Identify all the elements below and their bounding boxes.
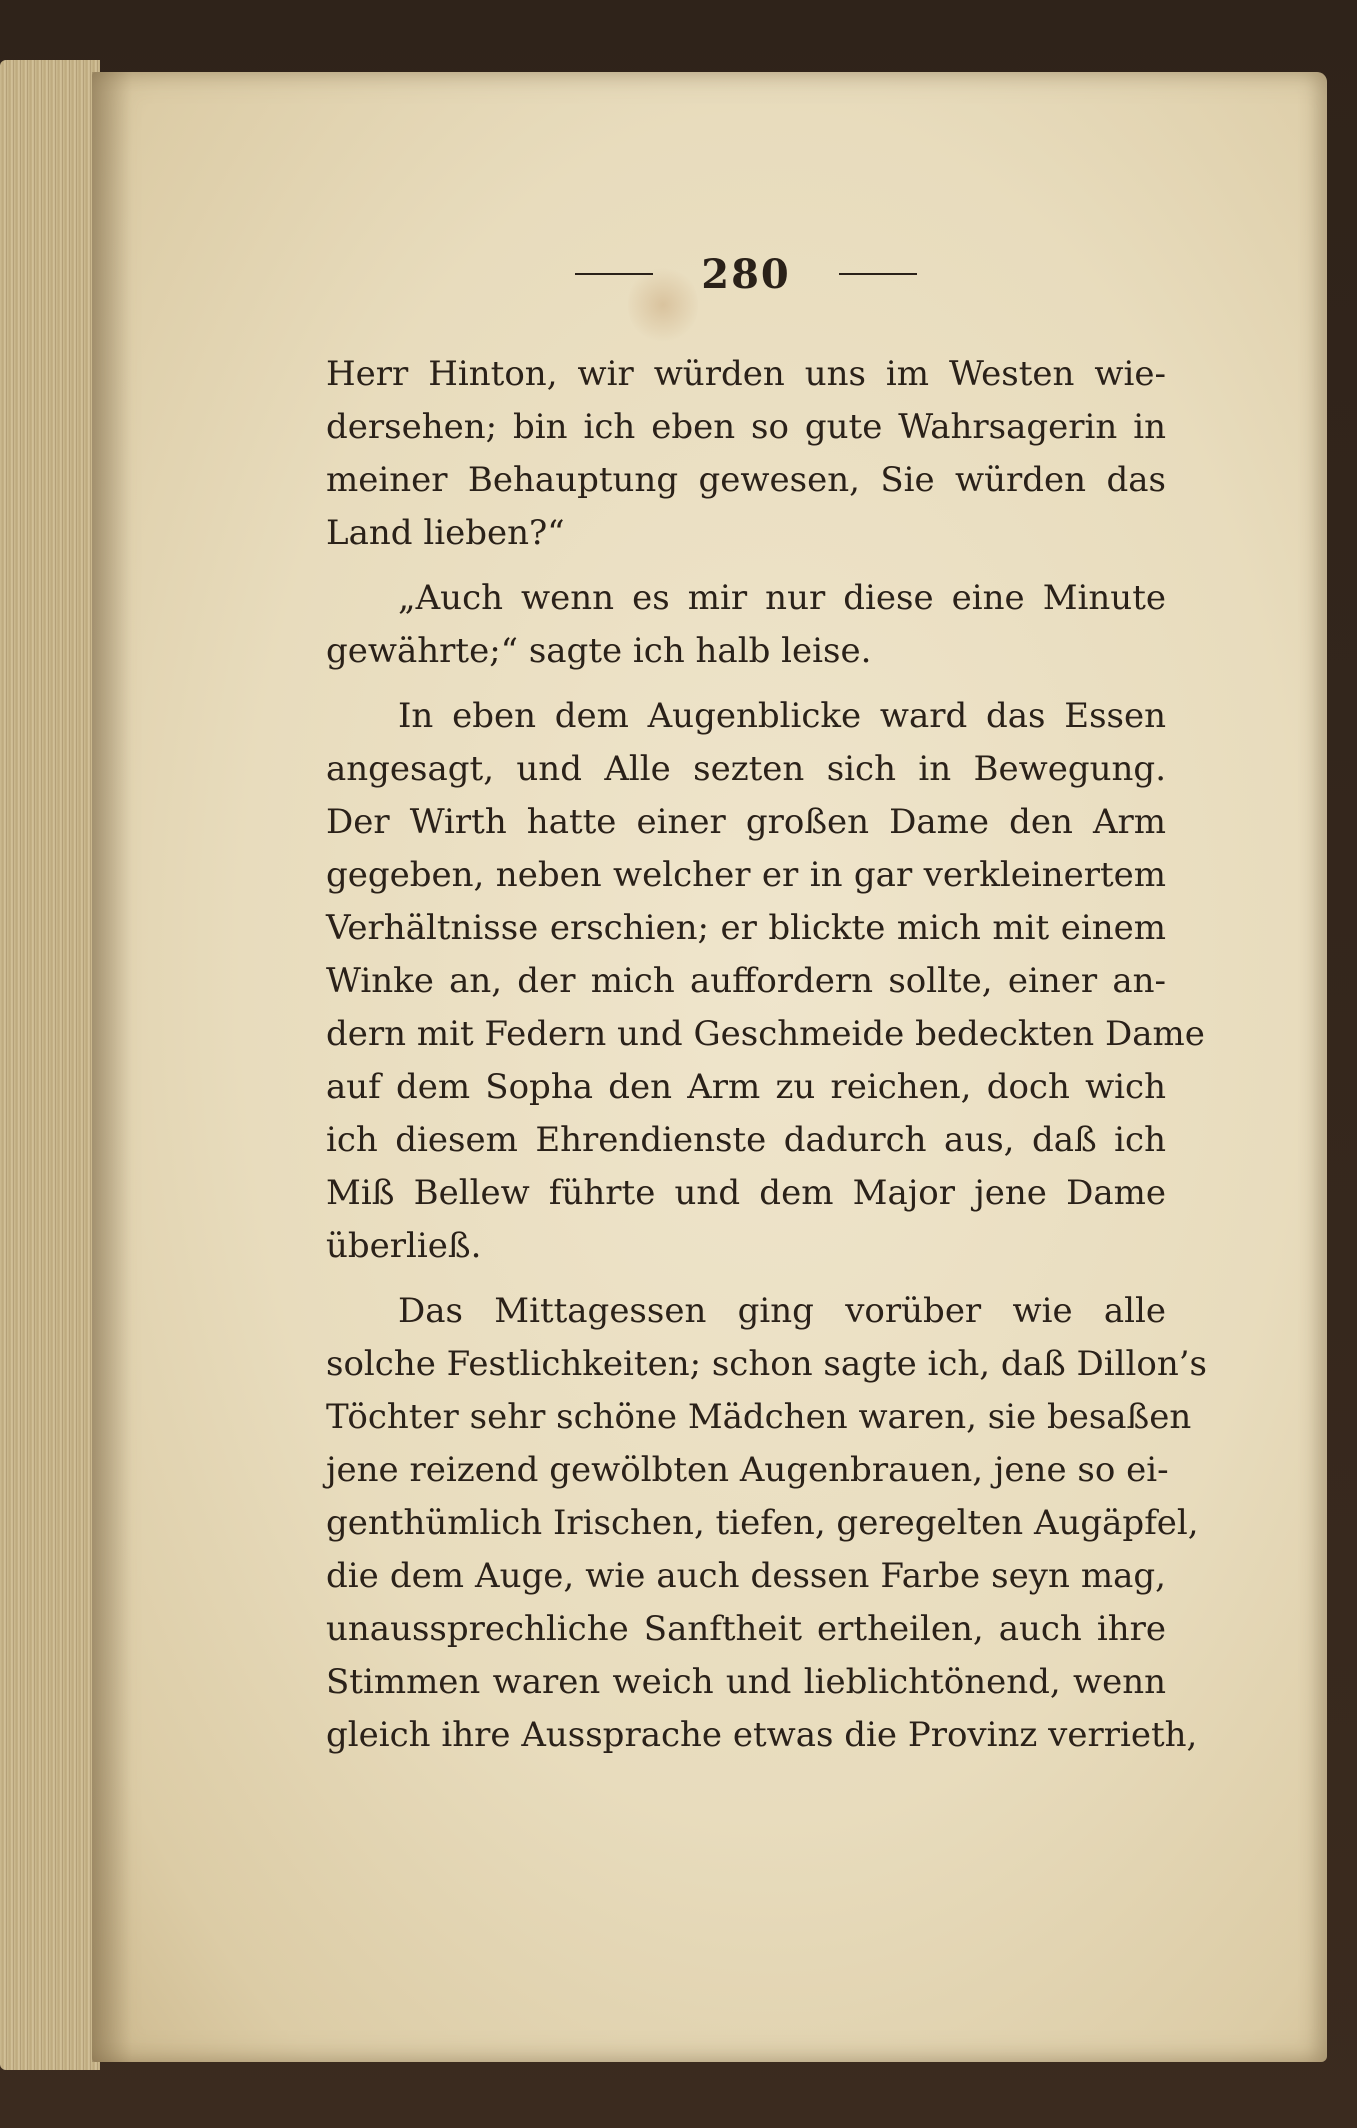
text-line: Stimmen waren weich und lieblichtönend, wenn (326, 1662, 1166, 1702)
text-line: solche Festlichkeiten; schon sagte ich, daß Dillon’s (326, 1344, 1207, 1384)
text-line: auf dem Sopha den Arm zu reichen, doch wich (326, 1067, 1166, 1107)
text-line: genthümlich Irischen, tiefen, geregelten Augäpfel, (326, 1503, 1199, 1543)
header-dash-left (575, 273, 653, 275)
text-line: Der Wirth hatte einer großen Dame den Arm (326, 802, 1166, 842)
text-line: In eben dem Augenblicke ward das Essen (398, 696, 1166, 736)
page-number: 280 (701, 250, 791, 298)
page-header (326, 244, 1166, 304)
text-line: ich diesem Ehrendienste dadurch aus, daß ich (326, 1120, 1166, 1160)
text-line: Herr Hinton, wir würden uns im Westen wie- (326, 354, 1166, 394)
text-line: überließ. (326, 1226, 482, 1266)
text-line: Töchter sehr schöne Mädchen waren, sie besaßen (326, 1397, 1192, 1437)
paragraph (326, 1285, 1207, 1762)
paragraph (326, 690, 1205, 1273)
text-line: jene reizend gewölbten Augenbrauen, jene so ei- (326, 1450, 1169, 1490)
paragraph (326, 572, 1166, 678)
text-line: unaussprechliche Sanftheit ertheilen, auch ihre (326, 1609, 1166, 1649)
body-text (326, 348, 1207, 1774)
text-line: dern mit Federn und Geschmeide bedeckten Dame (326, 1014, 1205, 1054)
book-block-edge (0, 60, 100, 2070)
text-line: dersehen; bin ich eben so gute Wahrsagerin in (326, 407, 1166, 447)
text-line: meiner Behauptung gewesen, Sie würden das (326, 460, 1166, 500)
text-line: Das Mittagessen ging vorüber wie alle (398, 1291, 1166, 1331)
text-line: Verhältnisse erschien; er blickte mich mit einem (326, 908, 1166, 948)
paragraph (326, 348, 1166, 560)
text-line: gegeben, neben welcher er in gar verkleinertem (326, 855, 1166, 895)
text-line: gewährte;“ sagte ich halb leise. (326, 631, 872, 671)
text-line: „Auch wenn es mir nur diese eine Minute (398, 578, 1166, 618)
text-line: Winke an, der mich auffordern sollte, einer an- (326, 961, 1166, 1001)
text-line: gleich ihre Aussprache etwas die Provinz verrieth, (326, 1715, 1198, 1755)
text-line: Land lieben?“ (326, 513, 565, 553)
spine-shadow (92, 72, 132, 2062)
text-line: die dem Auge, wie auch dessen Farbe seyn mag, (326, 1556, 1166, 1596)
header-dash-right (839, 273, 917, 275)
text-line: Miß Bellew führte und dem Major jene Dame (326, 1173, 1166, 1213)
text-line: angesagt, und Alle sezten sich in Bewegung. (326, 749, 1166, 789)
